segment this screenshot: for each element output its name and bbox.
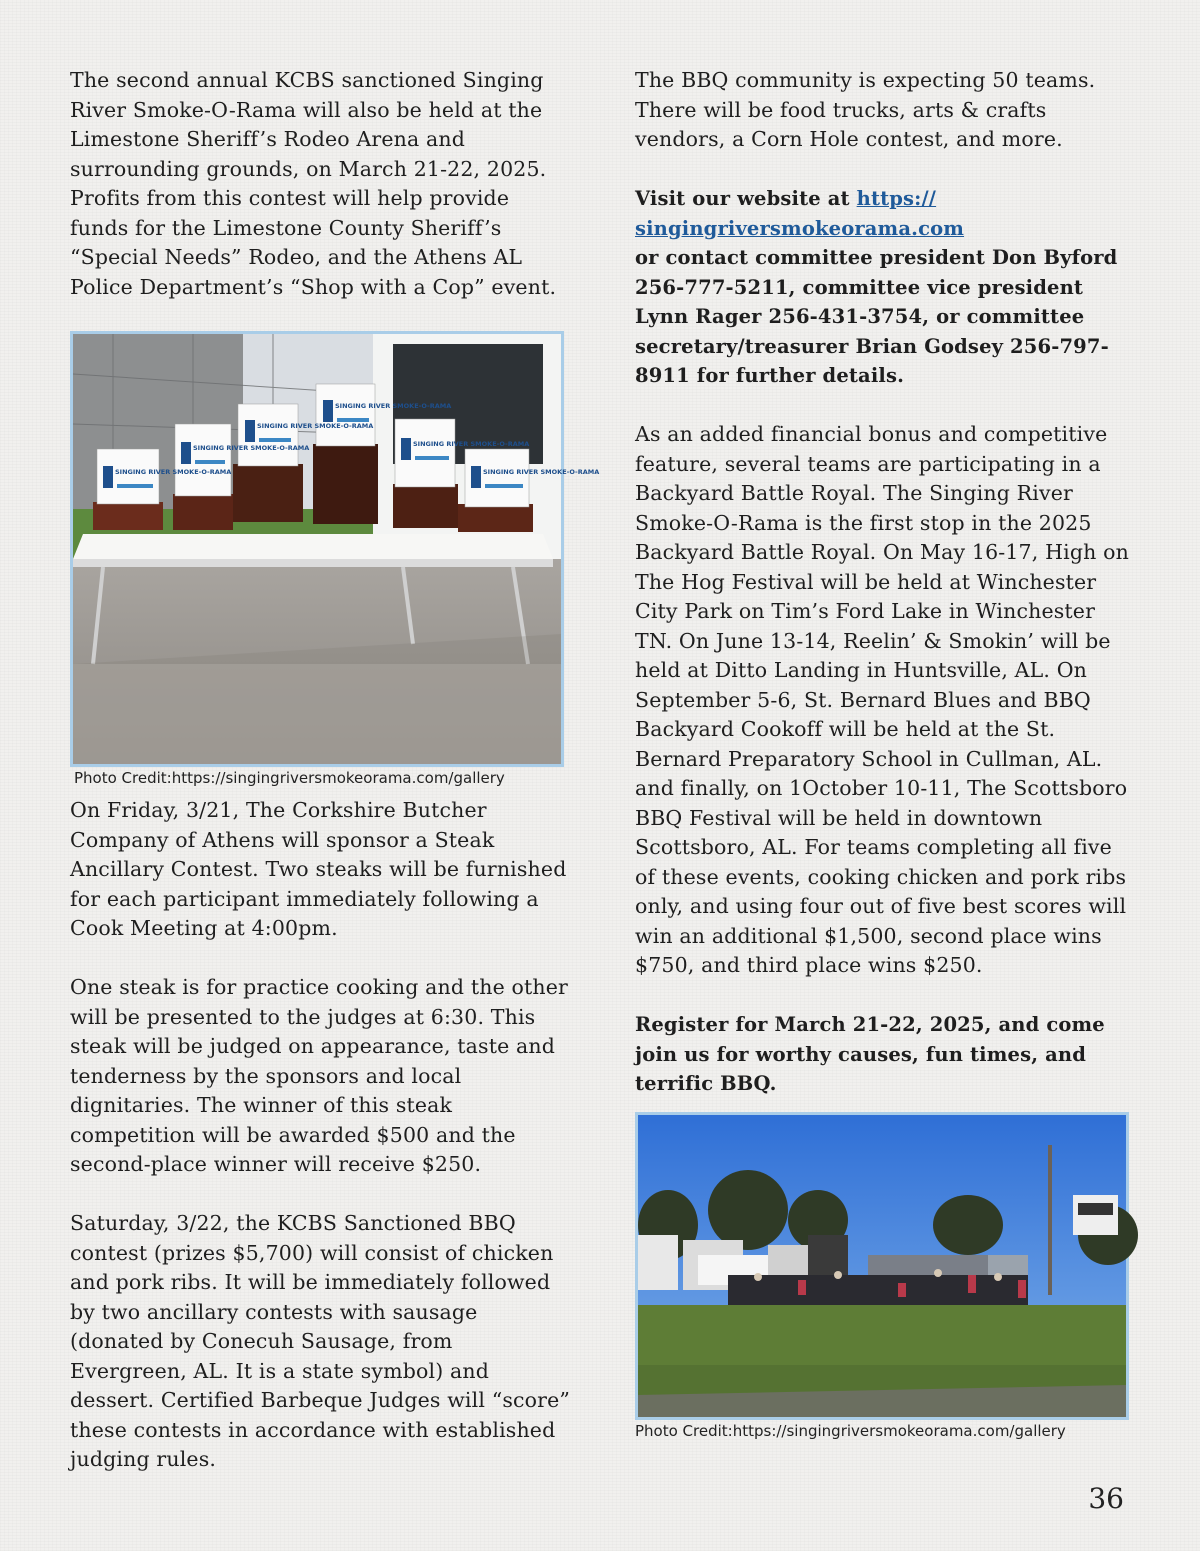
- left-column: [70, 66, 600, 1475]
- saturday-contest-paragraph: Saturday, 3/22, the KCBS Sanctioned BBQ contest (prizes $5,700) will consist of chicken and pork ribs. It will be immediately followed by two ancillary contests with sausage (donated by Conecuh Sausage, from Evergreen, AL. It is a state symbol) and dessert. Certified Barbeque Judges will “score” these contests in accordance with established judging rules.: [70, 1211, 570, 1471]
- page-number: 36: [1088, 1482, 1124, 1515]
- photo-credit-right: Photo Credit:https://singingriversmokeorama.com/gallery: [635, 1421, 1066, 1440]
- teams-paragraph: The BBQ community is expecting 50 teams. There will be food trucks, arts & crafts vendors, a Corn Hole contest, and more.: [635, 68, 1096, 151]
- crowd-photo: [635, 1112, 1129, 1420]
- website-link[interactable]: https://​singingriversmokeorama.com: [635, 187, 965, 240]
- trophy-sign-label: SINGING RIVER SMOKE-O-RAMA: [115, 468, 232, 476]
- trophy-sign-label: SINGING RIVER SMOKE-O-RAMA: [483, 468, 600, 476]
- intro-paragraph: The second annual KCBS sanctioned Singing River Smoke-O-Rama will also be held at the Limestone Sheriff’s Rodeo Arena and surrounding grounds, on March 21-22, 2025. Profits from this contest will help provide funds for the Limestone County Sheriff’s “Special Needs” Rodeo, and the Athens AL Police Department’s “Shop with a Cop” event.: [70, 68, 557, 299]
- crowd-photo-illustration: [638, 1115, 1126, 1417]
- trophy-sign-label: SINGING RIVER SMOKE-O-RAMA: [257, 422, 374, 430]
- right-column: [635, 66, 1130, 1441]
- trophy-sign-label: SINGING RIVER SMOKE-O-RAMA: [413, 440, 530, 448]
- steak-contest-paragraph: On Friday, 3/21, The Corkshire Butcher Company of Athens will sponsor a Steak Ancillary Contest. Two steaks will be furnished for each participant immediately following a Cook Meeting at 4:00pm.: [70, 798, 567, 940]
- contact-paragraph: [635, 184, 1130, 391]
- trophies-photo: [70, 331, 600, 767]
- visit-prefix: Visit our website at: [635, 187, 857, 210]
- steak-judging-paragraph: One steak is for practice cooking and the other will be presented to the judges at 6:30. This steak will be judged on appearance, taste and tenderness by the sponsors and local dignitaries. The winner of this steak competition will be awarded $500 and the second-place winner will receive $250.: [70, 975, 568, 1176]
- trophy-sign-label: SINGING RIVER SMOKE-O-RAMA: [335, 402, 452, 410]
- photo-credit-left: Photo Credit:https://singingriversmokeorama.com/gallery: [74, 769, 505, 787]
- battle-royal-paragraph: As an added financial bonus and competitive feature, several teams are participating in a Backyard Battle Royal. The Singing River Smoke-O-Rama is the first stop in the 2025 Backyard Battle Royal. On May 16-17, High on The Hog Festival will be held at Winchester City Park on Tim’s Ford Lake in Winchester TN. On June 13-14, Reelin’ & Smokin’ will be held at Ditto Landing in Huntsville, AL. On September 5-6, St. Bernard Blues and BBQ Backyard Cookoff will be held at the St. Bernard Preparatory School in Cullman, AL. and finally, on 1October 10-11, The Scottsboro BBQ Festival will be held in downtown Scottsboro, AL. For teams completing all five of these events, cooking chicken and pork ribs only, and using four out of five best scores will win an additional $1,500, second place wins $750, and third place wins $250.: [635, 422, 1129, 977]
- contact-details: or contact committee president Don Byford 256-777-5211, committee vice president Lynn Rager 256-431-3754, or committee secretary/treasurer Brian Godsey 256-797-8911 for further details.: [635, 246, 1118, 387]
- trophies-photo-illustration: [73, 334, 600, 764]
- register-paragraph: Register for March 21-22, 2025, and come join us for worthy causes, fun times, and terrific BBQ.: [635, 1013, 1105, 1095]
- trophy-sign-label: SINGING RIVER SMOKE-O-RAMA: [193, 444, 310, 452]
